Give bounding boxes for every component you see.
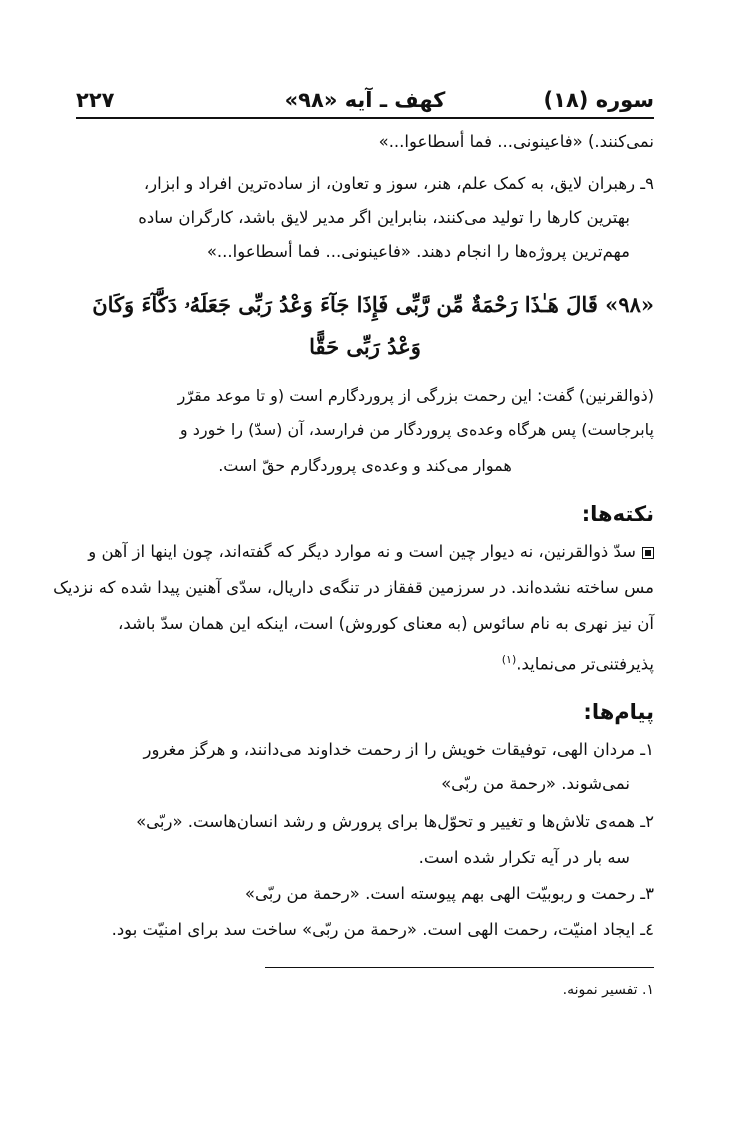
square-bullet-icon <box>642 547 654 559</box>
message-line: نمی‌شوند. «رحمة من ربّی» <box>441 774 630 793</box>
note-text: پذیرفتنی‌تر می‌نماید. <box>516 654 654 674</box>
text-line: بهترین کارها را تولید می‌کنند، بنابراین اگر مدیر لایق باشد، کارگران ساده <box>138 208 630 227</box>
footnote-divider <box>265 967 654 968</box>
note-line <box>76 646 654 679</box>
footnote: ۱. تفسیر نمونه. <box>562 982 654 998</box>
note-line <box>76 538 654 566</box>
message-line: ٤ـ ایجاد امنیّت، رحمت الهی است. «رحمة من ربّی» ساخت سد برای امنیّت بود. <box>111 920 654 939</box>
footnote-ref: (۱) <box>501 653 517 666</box>
translation-line: (ذوالقرنین) گفت: این رحمت بزرگی از پروردگارم است (و تا موعد مقرّر <box>177 386 654 405</box>
section-heading-notes: نکته‌ها: <box>581 502 654 526</box>
note-line: مس ساخته نشده‌اند. در سرزمین قفقاز در تنگه‌ی داریال، سدّی آهنین پیدا شده که نزدیک <box>53 578 654 597</box>
translation-line: هموار می‌کند و وعده‌ی پروردگارم حقّ است. <box>218 456 512 475</box>
surah-ayah-title: کهف ـ آیه «۹۸» <box>284 88 446 112</box>
message-line: ۱ـ مردان الهی، توفیقات خویش را از رحمت خداوند می‌دانند، و هرگز مغرور <box>143 740 654 759</box>
page-header <box>76 84 654 114</box>
header-divider <box>76 117 654 119</box>
message-line: سه بار در آیه تکرار شده است. <box>418 848 630 867</box>
quran-verse-line: وَعْدُ رَبِّى حَقًّا <box>309 334 421 359</box>
text-line: مهم‌ترین پروژه‌ها را انجام دهند. «فاعینونی... فما أسطاعوا...» <box>206 242 630 261</box>
quran-verse-line: «۹۸» قَالَ هَـٰذَا رَحْمَةٌ مِّن رَّبِّى فَإِذَا جَآءَ وَعْدُ رَبِّى جَعَلَهُۥ دَكَّآءَ وَكَانَ <box>92 292 654 317</box>
section-heading-messages: پیام‌ها: <box>583 700 654 724</box>
text-line: نمی‌کنند.) «فاعینونی... فما أسطاعوا...» <box>378 132 654 151</box>
note-text: سدّ ذوالقرنین، نه دیوار چین است و نه موارد دیگر که گفته‌اند، چون اینها از آهن و <box>88 542 636 561</box>
text-line: ۹ـ رهبران لایق، به کمک علم، هنر، سوز و تعاون، از ساده‌ترین افراد و ابزار، <box>143 174 654 193</box>
translation-line: پابرجاست) پس هرگاه وعده‌ی پروردگار من فرارسد، آن (سدّ) را خورد و <box>179 420 654 439</box>
surah-number: سوره (۱۸) <box>543 88 654 112</box>
message-line: ۳ـ رحمت و ربوبیّت الهی بهم پیوسته است. «رحمة من ربّی» <box>244 884 654 903</box>
message-line: ۲ـ همه‌ی تلاش‌ها و تغییر و تحوّل‌ها برای پرورش و رشد انسان‌هاست. «ربّی» <box>136 812 654 831</box>
page-number: ۲۲۷ <box>76 88 115 112</box>
note-line: آن نیز نهری به نام سائوس (به معنای کوروش) است، اینکه این همان سدّ باشد، <box>118 614 654 633</box>
